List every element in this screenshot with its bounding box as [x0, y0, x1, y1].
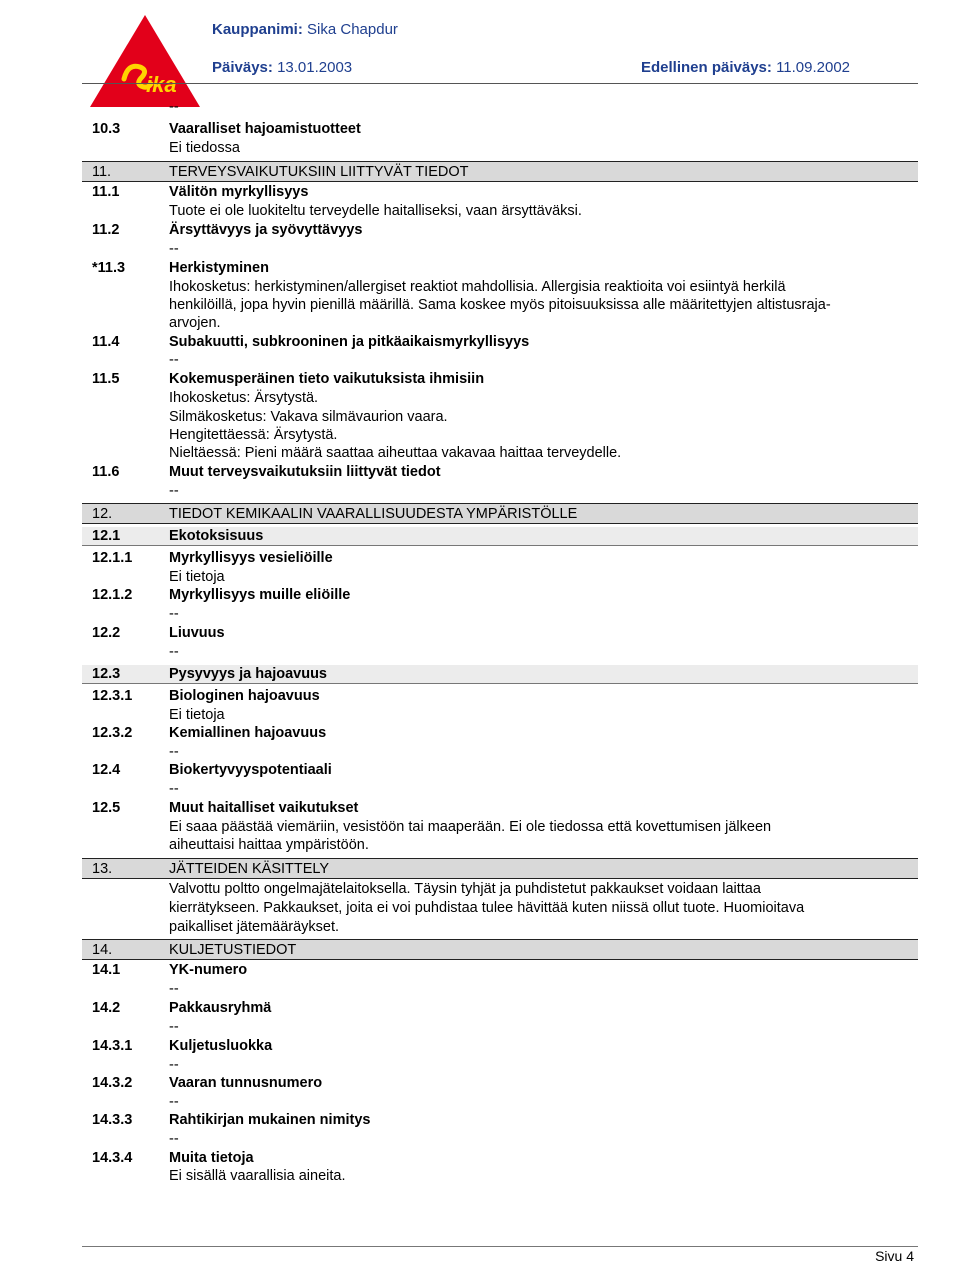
section-text: TIEDOT KEMIKAALIN VAARALLISUUDESTA YMPÄRISTÖLLE: [169, 506, 578, 522]
text-line: [0, 1018, 960, 1037]
section-number: 14.3.2: [92, 1075, 133, 1091]
date-label: Päiväys:: [212, 59, 273, 76]
text-line: [0, 296, 960, 315]
date: [212, 59, 352, 76]
line-text: --: [169, 644, 179, 660]
line-text: Ei tietoja: [169, 707, 225, 723]
section-number: 12.1: [92, 528, 121, 544]
section-number: 12.1.2: [92, 587, 133, 603]
text-line: [0, 408, 960, 427]
section-title: [0, 549, 960, 568]
text-line: [0, 918, 960, 937]
text-line: [0, 980, 960, 999]
line-text: Ei tietoja: [169, 569, 225, 585]
text-line: [0, 818, 960, 837]
section-title: [0, 1074, 960, 1093]
header-divider: [82, 83, 918, 84]
line-text: Silmäkosketus: Vakava silmävaurion vaara.: [169, 409, 448, 425]
section-number: 14.3.1: [92, 1038, 133, 1054]
line-text: --: [169, 483, 179, 499]
text-line: [0, 836, 960, 855]
section-title: [0, 183, 960, 202]
page-number: Sivu 4: [875, 1248, 914, 1264]
text-line: [0, 139, 960, 158]
footer-divider: [82, 1246, 918, 1247]
section-title: [0, 370, 960, 389]
line-text: Valvottu poltto ongelmajätelaitoksella. Täysin tyhjät ja puhdistetut pakkaukset voidaan laittaa: [169, 881, 761, 897]
section-text: Pakkausryhmä: [169, 1000, 272, 1016]
section-text: Kuljetusluokka: [169, 1038, 273, 1054]
section-title: [0, 999, 960, 1018]
line-text: paikalliset jätemääräykset.: [169, 919, 340, 935]
line-text: --: [169, 1131, 179, 1147]
section-number: 12.4: [92, 762, 121, 778]
text-line: [0, 240, 960, 259]
section-number: 13.: [92, 861, 113, 877]
sika-logo: [90, 15, 200, 107]
section-number: 11.4: [92, 334, 120, 350]
trade-name-value: Sika Chapdur: [307, 21, 398, 38]
text-line: [0, 1130, 960, 1149]
section-title: [0, 687, 960, 706]
text-line: [0, 482, 960, 501]
section-title: [0, 1149, 960, 1168]
line-text: --: [169, 744, 179, 760]
text-line: [0, 568, 960, 587]
section-number: 11.2: [92, 222, 120, 238]
line-text: --: [169, 781, 179, 797]
section-text: YK-numero: [169, 962, 248, 978]
section-title: [0, 624, 960, 643]
line-text: --: [169, 1094, 179, 1110]
text-line: [0, 98, 960, 117]
section-text: Välitön myrkyllisyys: [169, 184, 309, 200]
section-title: [0, 120, 960, 139]
section-text: Kokemusperäinen tieto vaikutuksista ihmisiin: [169, 371, 485, 387]
previous-date-value: 11.09.2002: [776, 59, 851, 76]
subsection-header: [82, 527, 918, 546]
text-line: [0, 426, 960, 445]
text-line: [0, 1167, 960, 1186]
line-text: --: [169, 1057, 179, 1073]
line-text: Nieltäessä: Pieni määrä saattaa aiheuttaa vakavaa haittaa terveydelle.: [169, 445, 622, 461]
text-line: [0, 1093, 960, 1112]
text-line: [0, 899, 960, 918]
line-text: kierrätykseen. Pakkaukset, joita ei voi puhdistaa tulee hävittää kuten niissä ollut tuote. Huomioitava: [169, 900, 805, 916]
line-text: --: [169, 352, 179, 368]
svg-text:ika: ika: [146, 72, 177, 97]
section-title: [0, 259, 960, 278]
line-text: Ei saaa päästää viemäriin, vesistöön tai maaperään. Ei ole tiedossa että kovettumisen jälkeen: [169, 819, 772, 835]
section-text: Herkistyminen: [169, 260, 269, 276]
section-number: *11.3: [92, 260, 126, 276]
section-number: 12.3.1: [92, 688, 133, 704]
previous-date-label: Edellinen päiväys:: [641, 59, 772, 76]
text-line: [0, 444, 960, 463]
text-line: [0, 278, 960, 297]
line-text: --: [169, 241, 179, 257]
line-text: Tuote ei ole luokiteltu terveydelle haitalliseksi, vaan ärsyttäväksi.: [169, 203, 582, 219]
text-line: [0, 314, 960, 333]
text-line: [0, 780, 960, 799]
text-line: [0, 389, 960, 408]
line-text: aiheuttaisi haittaa ympäristöön.: [169, 837, 369, 853]
section-header: [82, 939, 918, 960]
date-value: 13.01.2003: [277, 59, 353, 76]
line-text: --: [169, 99, 179, 115]
section-title: [0, 463, 960, 482]
previous-date: [641, 59, 850, 76]
text-line: [0, 605, 960, 624]
line-text: --: [169, 1019, 179, 1035]
section-number: 14.3.3: [92, 1112, 133, 1128]
line-text: --: [169, 606, 179, 622]
line-text: Ihokosketus: Ärsytystä.: [169, 390, 319, 406]
section-text: Vaaralliset hajoamistuotteet: [169, 121, 361, 137]
section-number: 12.2: [92, 625, 121, 641]
section-number: 12.5: [92, 800, 121, 816]
text-line: [0, 743, 960, 762]
section-number: 12.: [92, 506, 113, 522]
section-number: 11.: [92, 164, 112, 180]
section-text: Muut terveysvaikutuksiin liittyvät tiedot: [169, 464, 441, 480]
trade-name-label: Kauppanimi:: [212, 21, 303, 38]
section-number: 12.1.1: [92, 550, 133, 566]
section-number: 14.3.4: [92, 1150, 133, 1166]
text-line: [0, 643, 960, 662]
subsection-header: [82, 665, 918, 684]
section-number: 12.3: [92, 666, 121, 682]
section-text: Myrkyllisyys muille eliöille: [169, 587, 351, 603]
text-line: [0, 1056, 960, 1075]
section-number: 11.5: [92, 371, 120, 387]
section-title: [0, 586, 960, 605]
section-text: Myrkyllisyys vesieliöille: [169, 550, 333, 566]
section-title: [0, 961, 960, 980]
section-text: Biokertyvyyspotentiaali: [169, 762, 332, 778]
line-text: Ei sisällä vaarallisia aineita.: [169, 1168, 346, 1184]
section-text: Ekotoksisuus: [169, 528, 264, 544]
section-text: Liuvuus: [169, 625, 225, 641]
section-text: Vaaran tunnusnumero: [169, 1075, 323, 1091]
section-title: [0, 761, 960, 780]
text-line: [0, 880, 960, 899]
section-title: [0, 799, 960, 818]
text-line: [0, 351, 960, 370]
section-number: 14.1: [92, 962, 121, 978]
line-text: Hengitettäessä: Ärsytystä.: [169, 427, 338, 443]
section-text: Biologinen hajoavuus: [169, 688, 320, 704]
section-text: KULJETUSTIEDOT: [169, 942, 297, 958]
section-text: Rahtikirjan mukainen nimitys: [169, 1112, 371, 1128]
section-number: 11.6: [92, 464, 120, 480]
text-line: [0, 706, 960, 725]
section-title: [0, 333, 960, 352]
line-text: Ihokosketus: herkistyminen/allergiset reaktiot mahdollisia. Allergisia reaktioita voi esiintyä herkilä: [169, 279, 786, 295]
line-text: henkilöillä, jopa hyvin pienillä määrillä. Sama koskee myös pitoisuuksissa alle määritettyjen altistusraja-: [169, 297, 831, 313]
section-text: Muut haitalliset vaikutukset: [169, 800, 359, 816]
section-text: Ärsyttävyys ja syövyttävyys: [169, 222, 363, 238]
text-line: [0, 202, 960, 221]
section-text: Pysyvyys ja hajoavuus: [169, 666, 327, 682]
line-text: Ei tiedossa: [169, 140, 240, 156]
section-title: [0, 1111, 960, 1130]
section-header: [82, 858, 918, 879]
section-number: 10.3: [92, 121, 121, 137]
section-number: 11.1: [92, 184, 120, 200]
section-number: 14.: [92, 942, 113, 958]
section-title: [0, 724, 960, 743]
section-text: Subakuutti, subkrooninen ja pitkäaikaismyrkyllisyys: [169, 334, 530, 350]
trade-name: [212, 21, 398, 38]
section-text: Muita tietoja: [169, 1150, 254, 1166]
line-text: arvojen.: [169, 315, 221, 331]
section-text: Kemiallinen hajoavuus: [169, 725, 327, 741]
section-header: [82, 161, 918, 182]
section-title: [0, 1037, 960, 1056]
section-text: TERVEYSVAIKUTUKSIIN LIITTYVÄT TIEDOT: [169, 164, 469, 180]
line-text: --: [169, 981, 179, 997]
section-number: 14.2: [92, 1000, 121, 1016]
section-title: [0, 221, 960, 240]
section-header: [82, 503, 918, 524]
section-number: 12.3.2: [92, 725, 133, 741]
section-text: JÄTTEIDEN KÄSITTELY: [169, 861, 330, 877]
